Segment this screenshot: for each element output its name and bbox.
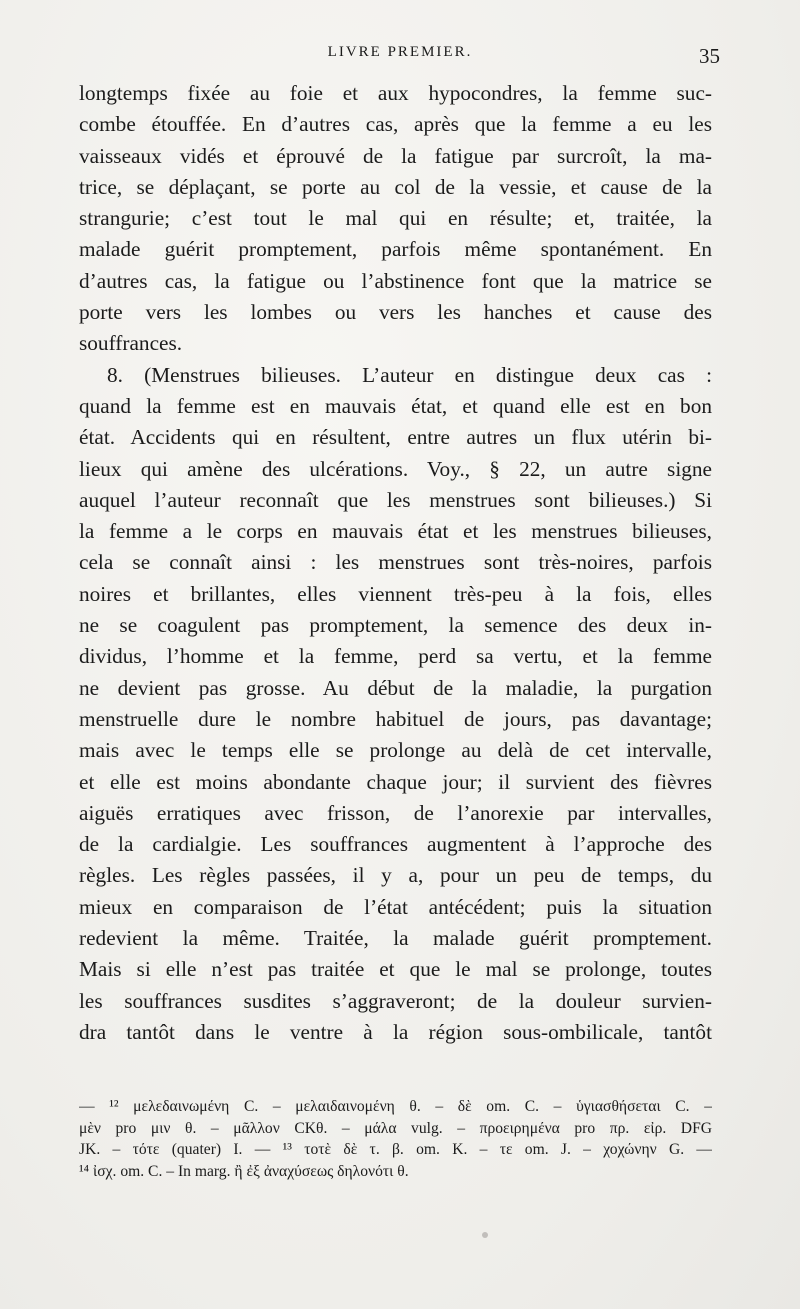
main-text <box>79 78 712 1048</box>
text-line: aiguës erratiques avec frisson, de l’anorexie par intervalles, <box>79 800 712 825</box>
text-line: strangurie; c’est tout le mal qui en résulte; et, traitée, la <box>79 206 712 231</box>
text-line: porte vers les lombes ou vers les hanches et cause des <box>79 300 712 325</box>
text-line: mieux en comparaison de l’état antécédent; puis la situation <box>79 894 712 919</box>
page-number: 35 <box>699 44 720 68</box>
text-line: menstruelle dure le nombre habituel de jours, pas davantage; <box>79 706 712 731</box>
text-line: combe étouffée. En d’autres cas, après que la femme a eu les <box>79 112 712 137</box>
footnotes <box>79 1096 712 1183</box>
text-line: ne devient pas grosse. Au début de la maladie, la purgation <box>79 675 712 700</box>
text-line: redevient la même. Traitée, la malade guérit promptement. <box>79 926 712 951</box>
footnote-line: ¹⁴ ἰσχ. om. C. – In marg. ἢ ἐξ ἀναχύσεως δηλονότι θ. <box>79 1163 409 1181</box>
text-line: longtemps fixée au foie et aux hypocondres, la femme suc- <box>79 81 712 105</box>
footnote-line: μὲν pro μιν θ. – μᾶλλον CKθ. – μάλα vulg. – προειρημένα pro πρ. εἰρ. DFG <box>79 1119 712 1137</box>
footnote-line: — ¹² μελεδαινωμένη C. – μελαιδαινομένη θ. – δὲ om. C. – ὑγιασθήσεται C. – <box>79 1098 712 1115</box>
text-line: auquel l’auteur reconnaît que les menstrues sont bilieuses.) Si <box>79 487 712 512</box>
text-line: vaisseaux vidés et éprouvé de la fatigue par surcroît, la ma- <box>79 143 712 168</box>
footnote-line: JK. – τότε (quater) I. — ¹³ τοτὲ δὲ τ. β. om. K. – τε om. J. – χοχώνην G. — <box>79 1141 712 1159</box>
text-line: souffrances. <box>79 331 183 356</box>
text-line: règles. Les règles passées, il y a, pour un peu de temps, du <box>79 863 712 888</box>
text-line: la femme a le corps en mauvais état et les menstrues bilieuses, <box>79 519 712 544</box>
text-line: cela se connaît ainsi : les menstrues sont très-noires, parfois <box>79 550 712 575</box>
section-heading-line: 8. (Menstrues bilieuses. L’auteur en distingue deux cas : <box>107 362 712 387</box>
text-line: les souffrances susdites s’aggraveront; de la douleur survien- <box>79 988 712 1013</box>
running-head <box>80 44 720 72</box>
text-line: noires et brillantes, elles viennent très-peu à la fois, elles <box>79 581 712 606</box>
text-line: mais avec le temps elle se prolonge au delà de cet intervalle, <box>79 738 712 763</box>
text-line: d’autres cas, la fatigue ou l’abstinence font que la matrice se <box>79 268 712 293</box>
text-line: de la cardialgie. Les souffrances augmentent à l’approche des <box>79 832 712 857</box>
text-line: ne se coagulent pas promptement, la semence des deux in- <box>79 613 712 638</box>
ink-spot <box>482 1232 488 1238</box>
running-title: LIVRE PREMIER. <box>327 44 473 60</box>
text-line: Mais si elle n’est pas traitée et que le mal se prolonge, toutes <box>79 957 712 982</box>
text-line: lieux qui amène des ulcérations. Voy., § 22, un autre signe <box>79 456 712 481</box>
text-line: et elle est moins abondante chaque jour; il survient des fièvres <box>79 769 712 794</box>
text-line: trice, se déplaçant, se porte au col de la vessie, et cause de la <box>79 174 712 199</box>
text-line: malade guérit promptement, parfois même spontanément. En <box>79 237 712 262</box>
text-line: quand la femme est en mauvais état, et quand elle est en bon <box>79 393 712 418</box>
text-line: état. Accidents qui en résultent, entre autres un flux utérin bi- <box>79 425 712 450</box>
text-line: dividus, l’homme et la femme, perd sa vertu, et la femme <box>79 644 712 669</box>
text-line: dra tantôt dans le ventre à la région sous-ombilicale, tantôt <box>79 1019 712 1044</box>
